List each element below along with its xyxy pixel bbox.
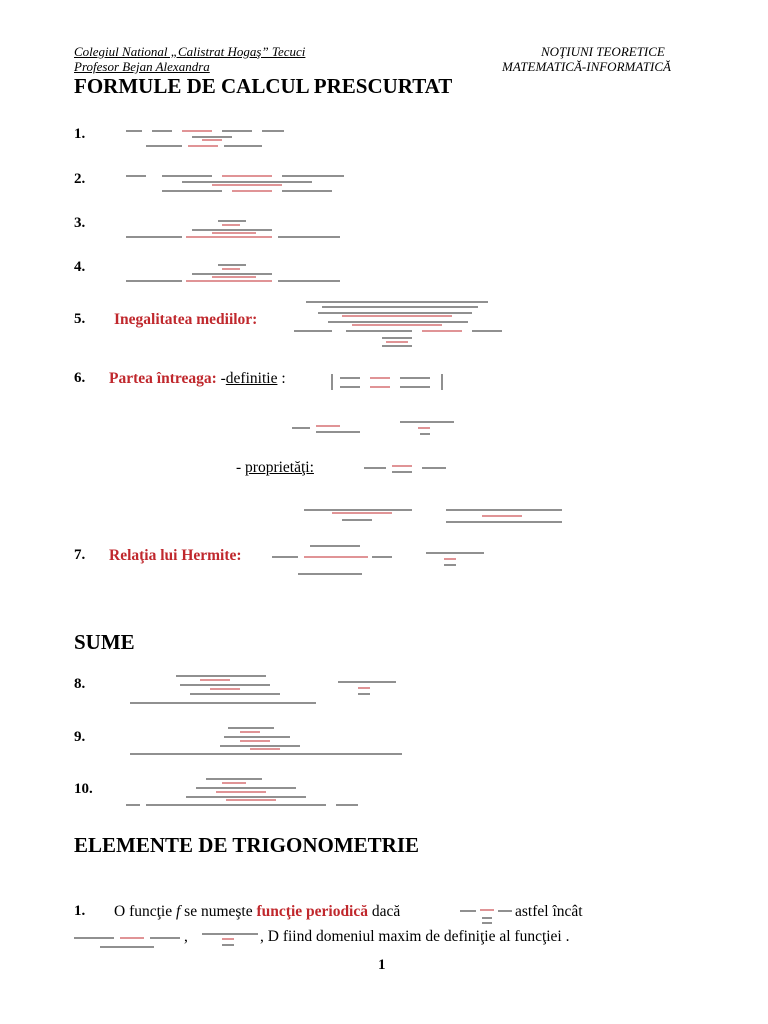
header-school: Colegiul National „Calistrat Hogaş” Tecuci — [74, 44, 306, 59]
formula-image — [268, 541, 490, 581]
header-subject: MATEMATICĂ-INFORMATICĂ — [502, 59, 671, 74]
formula-image — [330, 372, 446, 392]
function-symbol: f — [175, 903, 181, 920]
formula-image — [122, 172, 348, 194]
item-number: 2. — [74, 171, 86, 187]
item-number: 5. — [74, 311, 86, 327]
definition-link: definitie — [225, 370, 278, 387]
item-label-group — [109, 370, 286, 388]
properties-label: proprietăţi: — [245, 459, 314, 476]
formula-image — [130, 724, 406, 758]
formula-image — [290, 418, 460, 440]
sentence-part: , D fiind domeniul maxim de definiţie al funcţiei . — [260, 928, 570, 945]
properties-heading — [236, 459, 314, 477]
item-label: Partea întreaga: — [109, 370, 217, 387]
formula-image — [302, 504, 566, 528]
item-label: Inegalitatea mediilor: — [114, 311, 258, 328]
formula-image — [456, 904, 516, 926]
header-teacher: Profesor Bejan Alexandra — [74, 59, 210, 74]
formula-image — [126, 775, 362, 811]
sentence-part: dacă — [371, 903, 401, 920]
sentence-part: se numeşte — [184, 903, 253, 920]
item-number: 10. — [74, 781, 93, 797]
colon: : — [277, 370, 286, 387]
comma: , — [184, 928, 188, 945]
formula-image — [292, 298, 504, 350]
dash: - — [236, 459, 246, 476]
formula-image — [122, 260, 344, 286]
section-title: SUME — [74, 630, 135, 654]
page-number: 1 — [378, 957, 386, 973]
sentence-part: O funcţie — [114, 903, 173, 920]
item-number: 1. — [74, 126, 86, 142]
item-number: 8. — [74, 676, 86, 692]
header-topic: NOŢIUNI TEORETICE — [541, 44, 665, 59]
section-title: ELEMENTE DE TRIGONOMETRIE — [74, 833, 420, 857]
section-title: FORMULE DE CALCUL PRESCURTAT — [74, 74, 453, 98]
formula-image — [122, 126, 288, 150]
formula-image — [200, 930, 260, 952]
item-number: 6. — [74, 370, 86, 386]
formula-image — [122, 216, 344, 242]
sentence-part: astfel încât — [515, 903, 583, 920]
formula-image — [130, 672, 400, 706]
periodic-function-sentence — [114, 903, 400, 921]
term-highlight: funcţie periodică — [256, 903, 368, 920]
formula-image — [350, 460, 458, 480]
item-label: Relaţia lui Hermite: — [109, 547, 242, 564]
dash: - — [220, 370, 226, 387]
formula-image — [74, 930, 184, 952]
item-number: 1. — [74, 903, 86, 919]
item-number: 3. — [74, 215, 86, 231]
item-number: 7. — [74, 547, 86, 563]
item-number: 9. — [74, 729, 86, 745]
item-number: 4. — [74, 259, 86, 275]
